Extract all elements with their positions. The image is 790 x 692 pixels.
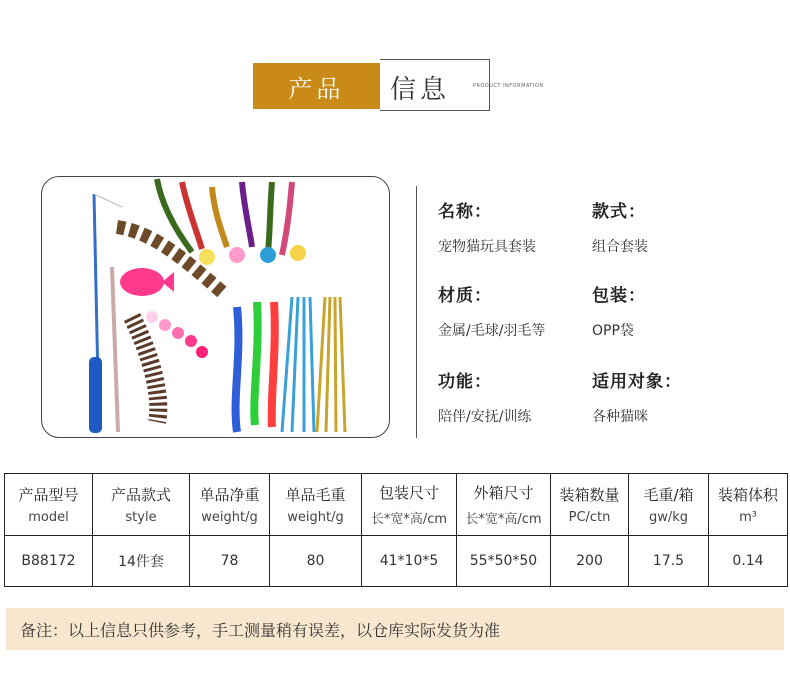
section-header: [253, 59, 544, 111]
table-header-cell: 毛重/箱 gw/kg: [629, 474, 709, 536]
spec-target: [592, 367, 682, 426]
table-header-cell: 单品毛重 weight/g: [270, 474, 362, 536]
note-bar: 备注：以上信息只供参考，手工测量稍有误差，以仓库实际发货为准: [6, 608, 784, 650]
spec-value: 宠物猫玩具套装: [438, 239, 536, 255]
vertical-divider: [416, 186, 417, 438]
table-cell: 41*10*5: [362, 536, 457, 587]
spec-value: OPP袋: [592, 323, 634, 339]
table-row: [5, 536, 788, 587]
table-header-cell: 装箱体积 m³: [709, 474, 788, 536]
table-cell: B88172: [5, 536, 93, 587]
table-header-cell: 外箱尺寸 长*宽*高/cm: [457, 474, 551, 536]
spec-packaging: [592, 281, 646, 340]
spec-key: 功能：: [438, 372, 492, 392]
table-header-cell: 产品款式 style: [93, 474, 190, 536]
table-cell: 80: [270, 536, 362, 587]
spec-key: 款式：: [592, 202, 646, 222]
spec-key: 材质：: [438, 286, 492, 306]
spec-function: [438, 367, 531, 426]
table-cell: 200: [551, 536, 629, 587]
table-cell: 55*50*50: [457, 536, 551, 587]
table-cell: 17.5: [629, 536, 709, 587]
spec-value: 各种猫咪: [592, 409, 648, 425]
table-cell: 78: [190, 536, 270, 587]
header-title-right: 信息: [390, 75, 451, 105]
header-subtitle: PRODUCT INFORMATION: [473, 83, 544, 89]
table-header-cell: 单品净重 weight/g: [190, 474, 270, 536]
table-cell: 0.14: [709, 536, 788, 587]
table-cell: 14件套: [93, 536, 190, 587]
spec-value: 组合套装: [592, 239, 648, 255]
spec-key: 名称：: [438, 202, 492, 222]
spec-value: 金属/毛球/羽毛等: [438, 323, 546, 339]
table-header-cell: 产品型号 model: [5, 474, 93, 536]
cat-toy-set-illustration: [42, 177, 390, 438]
table-header-cell: 装箱数量 PC/ctn: [551, 474, 629, 536]
spec-style: [592, 197, 648, 256]
header-title-left: 产品: [253, 63, 380, 109]
spec-name: [438, 197, 536, 256]
spec-material: [438, 281, 545, 340]
spec-key: 适用对象：: [592, 372, 682, 392]
product-photo: [41, 176, 390, 438]
product-info-table: [4, 473, 788, 587]
spec-value: 陪伴/安抚/训练: [438, 409, 532, 425]
table-header-row: [5, 474, 788, 536]
spec-key: 包装：: [592, 286, 646, 306]
table-header-cell: 包装尺寸 长*宽*高/cm: [362, 474, 457, 536]
